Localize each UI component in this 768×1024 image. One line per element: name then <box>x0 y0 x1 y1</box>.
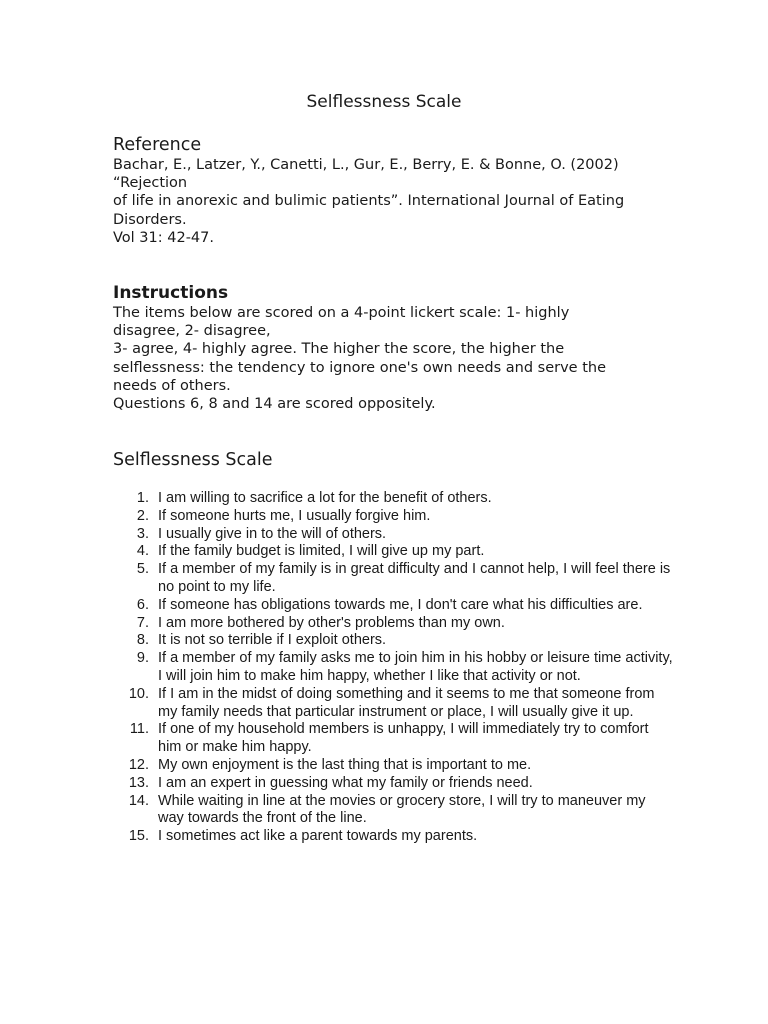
instructions-section <box>113 282 658 413</box>
instructions-line: 3- agree, 4- highly agree. The higher the score, the higher the <box>113 341 565 358</box>
list-item <box>113 721 673 757</box>
item-number: 13. <box>128 774 149 791</box>
reference-line: Vol 31: 42-47. <box>113 229 214 246</box>
item-text: If the family budget is limited, I will give up my part. <box>158 543 485 560</box>
item-number: 5. <box>136 561 149 578</box>
list-item <box>113 775 673 793</box>
list-item <box>113 543 673 561</box>
item-text: If a member of my family is in great difficulty and I cannot help, I will feel there is no point to my life. <box>158 561 671 595</box>
item-number: 6. <box>136 596 149 613</box>
list-item <box>113 597 673 615</box>
list-item <box>113 828 673 846</box>
scale-heading: Selflessness Scale <box>113 450 273 470</box>
list-item <box>113 615 673 633</box>
item-text: If someone has obligations towards me, I don't care what his difficulties are. <box>158 596 643 613</box>
item-text: I sometimes act like a parent towards my parents. <box>158 828 478 845</box>
item-number: 2. <box>136 507 149 524</box>
list-item <box>113 561 673 597</box>
list-item <box>113 650 673 686</box>
item-number: 8. <box>136 632 149 649</box>
item-number: 11. <box>129 721 149 738</box>
item-text: I usually give in to the will of others. <box>158 525 387 542</box>
instructions-line: needs of others. <box>113 377 231 394</box>
list-item <box>113 793 673 829</box>
reference-line: Disorders. <box>113 211 187 228</box>
item-number: 10. <box>128 685 149 702</box>
item-number: 7. <box>136 614 149 631</box>
item-number: 9. <box>136 650 149 667</box>
scale-item-list <box>113 490 673 846</box>
reference-heading: Reference <box>113 135 202 155</box>
list-item <box>113 686 673 722</box>
reference-line: of life in anorexic and bulimic patients”. International Journal of Eating <box>113 193 625 210</box>
item-text: If I am in the midst of doing something and it seems to me that someone from my family needs that particular instrument or place, I will usually give it up. <box>158 685 655 720</box>
item-number: 15. <box>128 828 149 845</box>
document-title: Selflessness Scale <box>306 92 462 112</box>
instructions-heading: Instructions <box>113 283 229 303</box>
item-text: I am more bothered by other's problems than my own. <box>158 614 505 631</box>
list-item <box>113 526 673 544</box>
reference-line: Bachar, E., Latzer, Y., Canetti, L., Gur, E., Berry, E. & Bonne, O. (2002) <box>113 157 619 173</box>
reference-line: “Rejection <box>113 175 188 192</box>
instructions-line: disagree, 2- disagree, <box>113 323 271 340</box>
item-text: My own enjoyment is the last thing that is important to me. <box>158 756 532 773</box>
instructions-line: The items below are scored on a 4-point lickert scale: 1- highly <box>113 305 570 321</box>
instructions-line: Questions 6, 8 and 14 are scored oppositely. <box>113 396 436 413</box>
item-text: While waiting in line at the movies or grocery store, I will try to maneuver my way towards the front of the line. <box>158 792 646 827</box>
list-item <box>113 632 673 650</box>
item-number: 3. <box>136 525 149 542</box>
item-text: If a member of my family asks me to join him in his hobby or leisure time activity, I will join him to make him happy, whether I like that activity or not. <box>158 650 673 684</box>
instructions-line: selflessness: the tendency to ignore one's own needs and serve the <box>113 359 606 376</box>
list-item <box>113 508 673 526</box>
item-number: 1. <box>136 490 149 506</box>
item-text: I am willing to sacrifice a lot for the benefit of others. <box>158 490 492 506</box>
item-number: 12. <box>128 756 149 773</box>
list-item <box>113 757 673 775</box>
item-number: 4. <box>136 543 149 560</box>
item-text: I am an expert in guessing what my family or friends need. <box>158 774 533 791</box>
item-text: It is not so terrible if I exploit others. <box>158 632 387 649</box>
item-number: 14. <box>128 792 149 809</box>
list-item <box>113 490 673 508</box>
item-text: If someone hurts me, I usually forgive him. <box>158 507 431 524</box>
item-text: If one of my household members is unhappy, I will immediately try to comfort him or make him happy. <box>158 721 649 756</box>
reference-section <box>113 134 658 247</box>
